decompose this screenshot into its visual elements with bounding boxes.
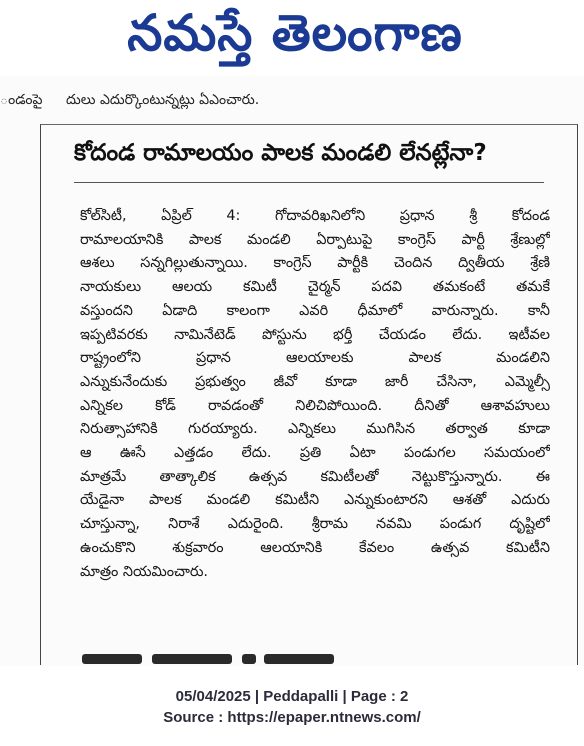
body-line: నాయకులు ఆలయ కమిటీ చైర్మన్ పదవి తమకంటే తమకే: [80, 279, 550, 296]
body-line: ఇప్పటివరకు నామినేటెడ్ పోస్టును భర్తీ చేయడం లేదు. ఇటీవల: [80, 326, 550, 343]
body-line: రాష్ట్రంలోని ప్రధాన ఆలయాలకు పాలక మండలిని: [80, 350, 550, 367]
body-line: ఎన్నికల కోడ్ రావడంతో నిలిచిపోయింది. దీనితో ఆశావహులు: [80, 397, 550, 414]
cut-line-right: దులు ఎదుర్కొంటున్నట్లు ఏఎంచారు.: [66, 92, 260, 108]
body-line: రామాలయానికి పాలక మండలి ఏర్పాటుపై కాంగ్రెస్ పార్టీ శ్రేణుల్లో: [80, 231, 550, 248]
cut-line-left: ండంపై: [0, 92, 43, 108]
masthead-title: నమస్తే తెలంగాణ: [127, 3, 463, 62]
next-article-cut-fragment: [82, 652, 342, 664]
article-body: [80, 205, 550, 584]
body-line: ఉంచుకొని శుక్రవారం ఆలయానికి కేవలం ఉత్సవ కమిటీని: [80, 539, 550, 556]
body-line: చూస్తున్నా, నిరాశే ఎదురైంది. శ్రీరామ నవమి పండుగ దృష్టిలో: [80, 516, 550, 533]
newspaper-masthead: [60, 4, 530, 74]
headline-divider: [74, 182, 544, 183]
body-line: ఆశలు సన్నగిల్లుతున్నాయి. కాంగ్రెస్ పార్టీకి చెందిన ద్వితీయ శ్రేణి: [80, 255, 550, 272]
body-line: యేడైనా పాలక మండలి కమిటీని ఎన్నుకుంటారని ఆశతో ఎదురు: [80, 492, 550, 509]
article-headline: కోదండ రామాలయం పాలక మండలి లేనట్లేనా?: [74, 140, 487, 166]
adjacent-article-cut-line: [0, 92, 400, 114]
body-line: కోల్‌సిటీ, ఏప్రిల్ 4: గోదావరిఖనిలోని ప్రధాన శ్రీ కోదండ: [80, 208, 550, 224]
body-line: వస్తుందని ఏడాది కాలంగా ఎవరి ధీమాలో వారున్నారు. కానీ: [80, 302, 550, 319]
body-line: నిరుత్సాహానికి గురయ్యారు. ఎన్నికలు ముగిసిన తర్వాత కూడా: [80, 421, 550, 438]
footer-source: Source : https://epaper.ntnews.com/: [163, 709, 421, 726]
body-line: మాత్రమే తాత్కాలిక ఉత్సవ కమిటీలతో నెట్టుకొస్తున్నారు. ఈ: [80, 468, 550, 485]
body-line: ఆ ఊసే ఎత్తడం లేదు. ప్రతి ఏటా పండుగల సమయంలో: [80, 445, 550, 462]
body-line: ఎన్నుకునేందుకు ప్రభుత్వం జీవో కూడా జారీ చేసినా, ఎమ్మెల్సీ: [80, 373, 550, 390]
footer-date-edition: 05/04/2025 | Peddapalli | Page : 2: [175, 688, 409, 705]
body-line: మాత్రం నియమించారు.: [80, 563, 209, 580]
